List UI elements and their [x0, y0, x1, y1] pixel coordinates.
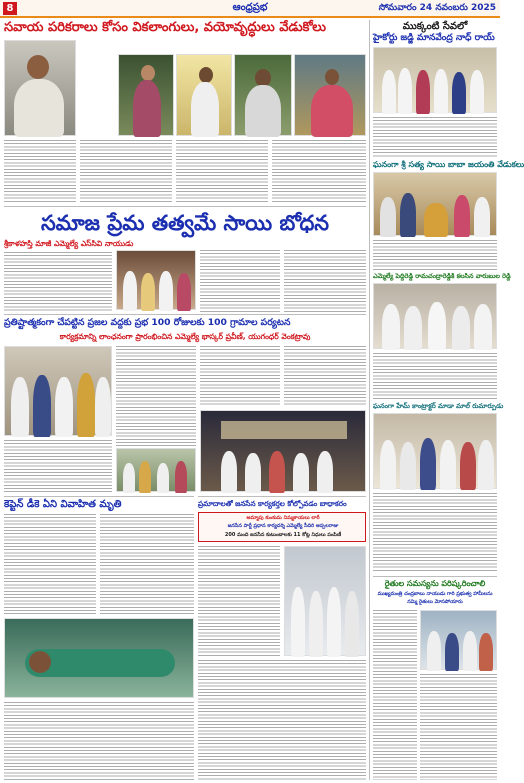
photo-stage-night [200, 410, 366, 492]
top-left-body-col3 [176, 140, 268, 202]
bottom-left-headline: కెప్టెన్ డీకె ఏని వివాహిత మృతి [4, 499, 122, 510]
banner-subhead: శ్రీకాళహస్తి మాజీ ఎమ్మెల్యే ఎస్‌సివి నాయుడు [4, 239, 134, 248]
right-third-body [373, 353, 497, 399]
bottom-right-body-col1 [373, 610, 417, 780]
mid-wide-subhead: కార్యక్రమాన్ని లాంఛనంగా ప్రారంభించిన ఎమ్మెల్యే భాస్కర్ ప్రవీణ్, యుగంధర్ వెంకట్రావు [59, 332, 311, 341]
bottom-left-body-col3 [4, 702, 194, 780]
photo-elder-man [4, 40, 76, 136]
photo-old-man [234, 54, 292, 136]
photo-woman-seated [294, 54, 366, 136]
mid-wide-headline: ప్రతిష్టాత్మకంగా చేపట్టిన ప్రజల వద్దకు ప్రభ 100 రోజులకు 100 గ్రామాల పర్యటన [4, 317, 291, 328]
banner-body-col1 [4, 252, 112, 312]
right-second-body [373, 240, 497, 270]
mid-wide-body-col3 [200, 346, 280, 406]
bottom-right-subhead2: నమ్మి రైతులు మోసపోయారు [407, 599, 463, 605]
bottom-mid-ad-line1: అమ్మాపు కుంకుమ నిమ్మకాయలు లారీ [246, 515, 320, 521]
right-fourth-headline: ఘనంగా హేమ్ కాంట్రాక్టర్ మాడా మాల్ రుమార్పుడు [373, 402, 504, 410]
top-left-headline: సవాయ పరికరాలు కోసం వికలాంగులు, వయోవృద్ధులు వేడుకోలు [4, 20, 326, 35]
photo-janasena-meeting [284, 546, 366, 656]
bottom-left-body-col1 [4, 514, 96, 614]
date-line: సోమవారం 24 నవంబరు 2025 [378, 3, 496, 13]
bottom-right-headline: రైతుల సమస్యను పరిష్కరించాలి [384, 579, 486, 588]
top-right-body [373, 117, 497, 157]
bottom-mid-ad-box [198, 512, 366, 542]
banner-body-col3 [284, 250, 366, 312]
photo-village-visit [116, 448, 196, 492]
photo-judge-visit [373, 47, 497, 113]
right-second-headline: ఘనంగా శ్రీ సత్య సాయి బాబా జయంతి వేడుకలు [373, 160, 524, 169]
photo-accident-victim [4, 618, 194, 698]
top-right-kicker: ముక్కంటి సేవలో [402, 21, 468, 32]
right-fourth-body [373, 493, 497, 571]
banner-body-col2 [200, 250, 280, 312]
bottom-mid-body-col2 [198, 660, 366, 780]
bottom-mid-ad-line3: 200 మంది జనసేన కుటుంబాలకు 11 కోట్ల నిధులు పంపిణీ [224, 532, 342, 538]
top-right-headline: హైకోర్టు జడ్జి మానవేంద్ర నాధ్ రాయ్ [373, 33, 495, 43]
bottom-mid-body-col1 [198, 546, 280, 656]
photo-woman-with-staff [118, 54, 174, 136]
paper-name: ఆంధ్రప్రభ [232, 2, 268, 13]
photo-sai-gathering [116, 250, 196, 310]
mid-wide-body-col2 [116, 346, 196, 446]
bottom-right-subhead1: ముఖ్యమంత్రి చంద్రబాబు నాయుడు గారి ప్రభుత్వ హామీలను [377, 591, 493, 597]
top-left-body-col1 [4, 140, 76, 202]
page-number: 8 [3, 2, 17, 15]
banner-headline: సమాజ ప్రేమ తత్వమే సాయి బోధన [40, 211, 330, 235]
photo-sai-jayanti [373, 172, 497, 236]
top-left-body-col2 [80, 140, 172, 202]
top-left-body-col4 [272, 140, 366, 202]
photo-mla-meeting [373, 283, 497, 349]
photo-elder-with-stick [176, 54, 232, 136]
bottom-mid-headline: ప్రమాదాలతో జనసేన కార్యకర్తల కోల్పోవడం బాధాకరం [198, 499, 347, 508]
photo-contractor-event [373, 413, 497, 489]
right-third-headline: ఎమ్మెల్యే పెద్దిరెడ్డి రామచంద్రారెడ్డికి కలసిన వారుబుల రెడ్డి [373, 272, 511, 280]
bottom-mid-ad-line2: జనసేన పార్టీ ప్రధాన కార్యదర్శి ఎమ్మెల్యే సీదిరి అప్పలరాజు [227, 523, 339, 529]
bottom-right-body-col2 [420, 674, 497, 780]
photo-prabha-launch [4, 346, 112, 436]
mid-wide-body-left [4, 440, 112, 492]
mid-wide-body-col4 [284, 346, 366, 406]
photo-farmers-protest [420, 610, 497, 670]
masthead [0, 0, 500, 18]
bottom-left-body-col2 [100, 514, 194, 614]
